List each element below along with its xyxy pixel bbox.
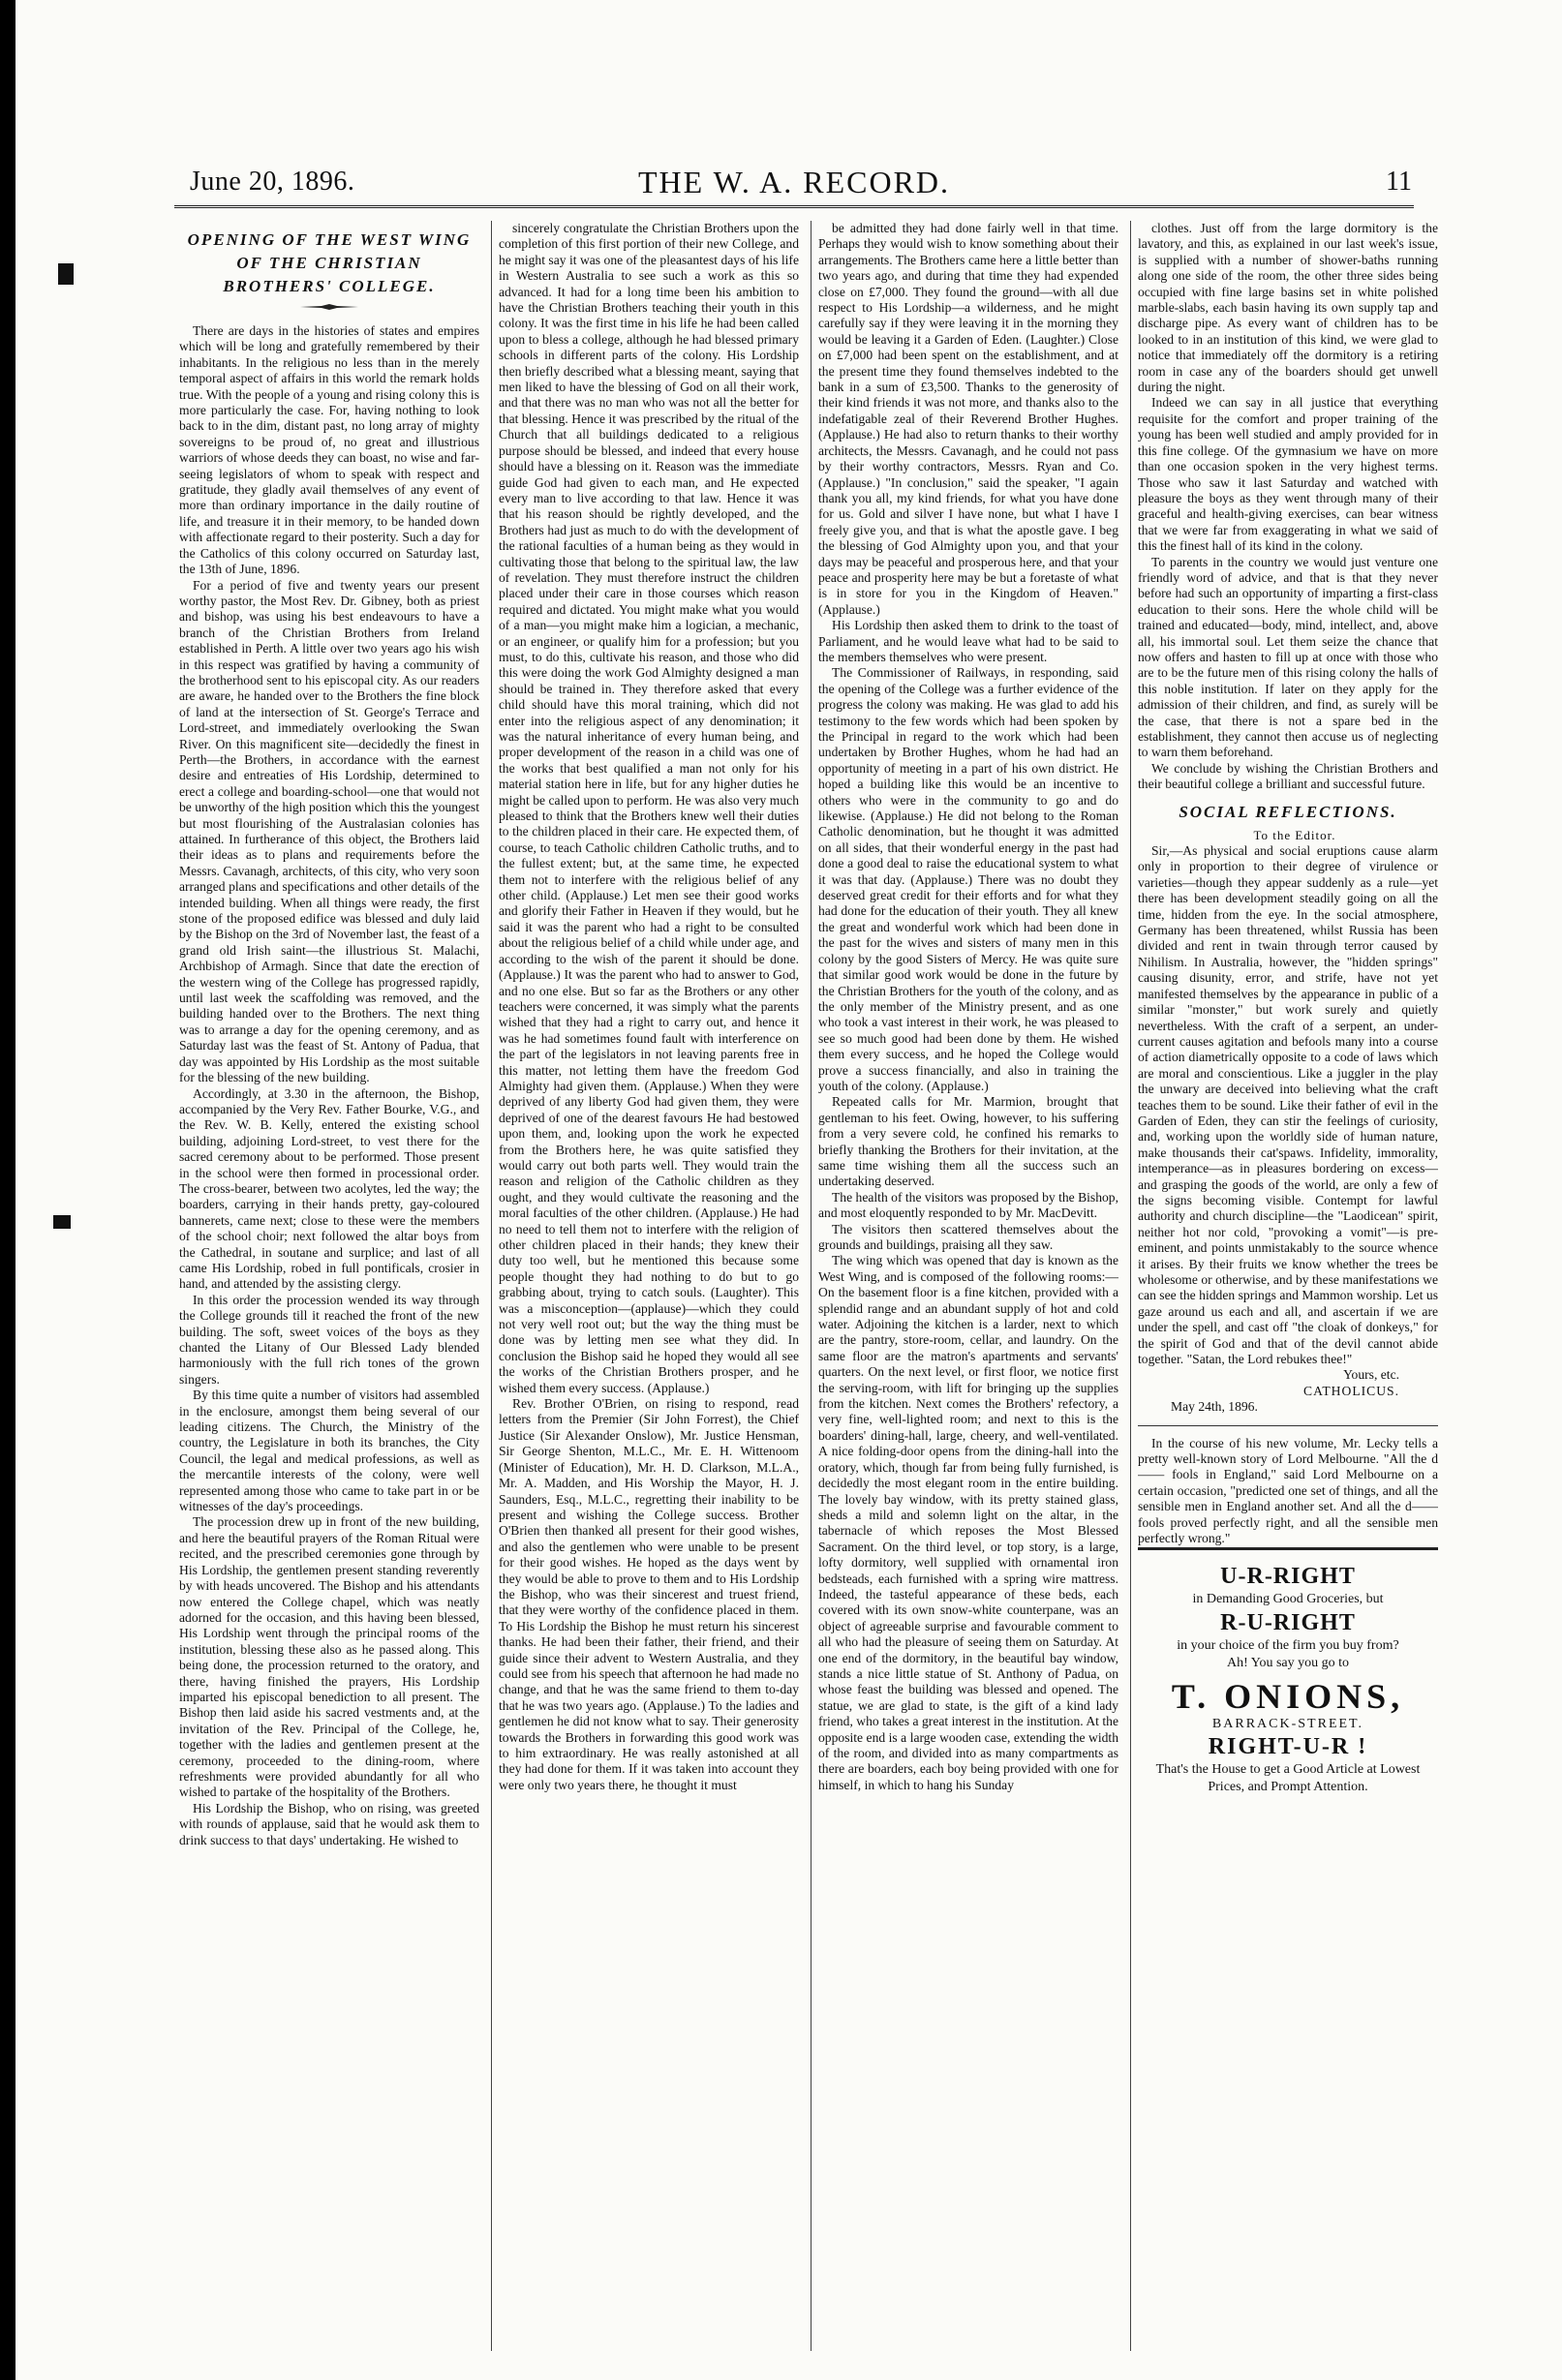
ad-text: in Demanding Good Groceries, but <box>1192 1591 1384 1606</box>
ad-brand: T. ONIONS, <box>1171 1676 1405 1716</box>
ad-text: in your choice of the firm you buy from? <box>1177 1637 1399 1653</box>
ad-tagline: RIGHT-U-R ! <box>1208 1733 1368 1759</box>
divider <box>1138 1425 1438 1426</box>
column-3 <box>818 221 1118 2361</box>
article-title: SOCIAL REFLECTIONS. <box>1179 802 1397 821</box>
column-2 <box>499 221 799 2361</box>
column-rule <box>811 221 812 2351</box>
letter-body: Sir,—As physical and social eruptions cause alarm only in proportion to their degree of virulence or varieties—though they appear suddenly as a rule—yet there has been development steadily going on all the time, hidden from the eye. In the social atmosphere, Germany has been threatened, whilst Russia has been divided and rent in twain through terror caused by Nihilism. In Australia, however, the "hidden springs" causing disunity, error, and strife, have not yet manifested themselves by the appearance in public of a similar "monster," but work surely and quietly nevertheless. With the craft of a serpent, an under-current causes agitation and befools many into a course of action diametrically opposite to a code of laws which are moral and conscientious. Like a juggler in the play the unwary are deceived into believing what the craft teaches them to be sound. Like their father of evil in the Garden of Eden, they can stir the feelings of curiosity, and, working upon the worldly side of human nature, make thousands their cat'spaws. Infidelity, immorality, intemperance—as in pleasures bordering on excess—and grasping the goods of the world, are only a few of the signs becoming visible. Contempt for lawful authority and church discipline—the "Laodicean" spirit, neither hot nor cold, "provoking a vomit"—is pre-eminent, and points unmistakably to the source whence it arises. By their fruits we know whether the trees be wholesome or otherwise, and by these manifestations we can see the hidden springs and Mammon worship. Let us gaze around us each and all, and ascertain if we are under the spell, and cast off "the cloak of donkeys," for the spirit of God and that of the devil cannot abide together. "Satan, the Lord rebukes thee!" <box>1138 843 1438 1367</box>
paragraph: There are days in the histories of states and empires which will be long and gratefully remembered by their inhabitants. In the religious no less than in the merely temporal aspect of affairs in this world the remark holds true. With the people of a young and rising colony this is more particularly the case. For, having nothing to look back to in the dim, distant past, no long array of mighty sovereigns to be proud of, no great and illustrious warriors of whose deeds they can boast, no wise and far-seeing legislators of whom to speak with respect and gratitude, they gladly avail themselves of any event of more than ordinary importance in the daily routine of life, and treasure it in their memory, to be handed down with affectionate regard to their posterity. Such a day for the Catholics of this colony occurred on Saturday last, the 13th of June, 1896. <box>179 323 479 577</box>
paragraph: The Commissioner of Railways, in responding, said the opening of the College was a further evidence of the progress the colony was making. He was glad to add his testimony to the few words which had been spoken by the Principal in regard to the work which had been undertaken by Brother Hughes, whom he had had an opportunity of meeting in a part of his own district. He hoped a building like this would be an incentive to others who were in the community to go and do likewise. (Applause.) He did not belong to the Roman Catholic denomination, but he thought it was admitted on all sides, that their wonderful energy in the past had done a good deal to raise the educational system to what it was that day. (Applause.) There was no doubt they deserved great credit for their efforts and for what they had done for the education of their youth. They all knew the great and wonderful work which had been done in the past for the wives and sisters of many men in this colony by the good Sisters of Mercy. He was quite sure that similar good work would be done in the future by the Christian Brothers for the youth of the colony, and as the only member of the Ministry present, and as one who took a vast interest in their work, he was pleased to see so much good had been done by them. He wished them every success, and he hoped the College would prove a success financially, and also in training the youth of the colony. (Applause.) <box>818 665 1118 1093</box>
ad-headline: R-U-RIGHT <box>1220 1609 1356 1635</box>
ad-text: Ah! You say you go to <box>1226 1655 1349 1670</box>
paragraph: His Lordship then asked them to drink to the toast of Parliament, and he would leave what had to be said to the members themselves who were present. <box>818 618 1118 664</box>
advertisement <box>1138 1547 1438 1796</box>
scan-border <box>0 0 15 2380</box>
scan-mark <box>58 263 74 285</box>
paragraph: Indeed we can say in all justice that everything requisite for the comfort and proper training of the young has been well studied and amply provided for in this fine college. Of the gymnasium we have on more than one occasion spoken in the very highest terms. Those who saw it last Saturday and watched with pleasure the boys as they went through many of their graceful and health-giving exercises, can bear witness that we were far from exaggerating in what we said of this the finest hall of its kind in the colony. <box>1138 395 1438 554</box>
paragraph: The wing which was opened that day is known as the West Wing, and is composed of the following rooms:—On the basement floor is a fine kitchen, provided with a splendid range and an abundant supply of hot and cold water. Adjoining the kitchen is a larder, next to which are the pantry, store-room, cellar, and laundry. On the same floor are the matron's apartments and servants' quarters. On the next level, or first floor, we notice first the serving-room, with lift for bringing up the supplies from the kitchen. Next comes the Brothers' refectory, a very fine, well-lighted room; and next to this is the boarders' dining-hall, large, cheery, and well-ventilated. A nice folding-door opens from the dining-hall into the oratory, which, though far from being fully furnished, is decidedly the most elegant room in the entire building. The lovely bay window, with its pretty stained glass, sheds a mild and solemn light on the altar, in the tabernacle of which reposes the Most Blessed Sacrament. On the third level, or top story, is a large, lofty dormitory, well supplied with ornamental iron bedsteads, each furnished with a spring wire mattress. Indeed, the tasteful appearance of these beds, each covered with its own snow-white counterpane, was an object of agreeable surprise and favourable comment to all who had the pleasure of seeing them on Saturday. At one end of the dormitory, in the beautiful bay window, stands a nice little statue of St. Anthony of Padua, on whose feast the building was blessed and opened. The statue, we are glad to state, is the gift of a kind lady friend, who takes a great interest in the institution. At the opposite end is a large wooden case, extending the width of the room, and divided into as many compartments as there are boarders, each boy being provided with one for himself, in which to hang his Sunday <box>818 1253 1118 1792</box>
paragraph: The health of the visitors was proposed by the Bishop, and most eloquently responded to by Mr. MacDevitt. <box>818 1189 1118 1221</box>
paragraph: Repeated calls for Mr. Marmion, brought that gentleman to his feet. Owing, however, to his suffering from a very severe cold, he confined his remarks to briefly thanking the Brothers for their invitation, at the same time wishing them all the success such an undertaking deserved. <box>818 1094 1118 1189</box>
paragraph: For a period of five and twenty years our present worthy pastor, the Most Rev. Dr. Gibney, both as priest and bishop, was using his best endeavours to have a branch of the Christian Brothers from Ireland established in Perth. A little over two years ago his wish in this respect was gratified by having a community of the brotherhood sent to his episcopal city. As our readers are aware, he handed over to the Brothers the fine block of land at the intersection of St. George's Terrace and Lord-street, and immediately overlooking the Swan River. On this magnificent site—decidedly the finest in Perth—the Brothers, in accordance with the earnest desire and entreaties of His Lordship, determined to erect a college and boarding-school—one that would not be unworthy of the high position which this the youngest but most flourishing of the Australasian colonies has attained. In furtherance of this object, the Brothers laid their ideas as to plans and requirements before the Messrs. Cavanagh, architects, of this city, who very soon arranged plans and specifications and other details of the intended building. When all things were ready, the first stone of the proposed edifice was blessed and duly laid by the Bishop on the 3rd of November last, the feast of a grand old Irish saint—the illustrious St. Malachi, Archbishop of Armagh. Since that date the erection of the western wing of the College has progressed rapidly, until last week the scaffolding was removed, and the building handed over to the Brothers. The next thing was to arrange a day for the opening ceremony, and as Saturday last was the feast of St. Antony of Padua, that day was appointed by His Lordship as the most suitable for the blessing of the new building. <box>179 577 479 1085</box>
to-the-editor: To the Editor. <box>1253 827 1336 842</box>
letter-signature: CATHOLICUS. <box>1303 1383 1399 1398</box>
ad-headline: U-R-RIGHT <box>1220 1563 1356 1589</box>
paragraph: The visitors then scattered themselves about the grounds and buildings, praising all they saw. <box>818 1221 1118 1252</box>
column-1 <box>179 221 479 2361</box>
paragraph: sincerely congratulate the Christian Brothers upon the completion of this first portion of their new College, and he might say it was one of the pleasantest days of his life in Western Australia to see such a work as this so advanced. It had for a long time been his ambition to have the Christian Brothers teaching their youth in this colony. It was the first time in his life he had been called upon to bless a college, although he had blessed primary schools in different parts of the colony. His Lordship then briefly described what a blessing meant, saying that men liked to have the blessing of God on all their work, and that there was no man who was not all the better for that blessing. Hence it was prescribed by the ritual of the Church that all buildings dedicated to a religious purpose should be blessed, and indeed that every house should have a blessing on it. Reason was the immediate guide God had given to each man, and He expected every man to live according to that law. Hence it was that his reason should be rightly developed, and the Brothers had just as much to do with the development of the rational faculties of a human being as they would in cultivating those that belong to the spiritual law, the law of revelation. They must therefore instruct the children placed under their care in those courses which reason required and dictated. You might make what you would of a man—you might make him a logician, a mechanic, or an engineer, or qualify him for a profession; but you must, to do this, cultivate his reason, and those who did this were doing the work God Almighty designed a man should be trained in. They therefore asked that every child should have this moral training, which did not enter into the religious aspect of any denomination; it was the natural inheritance of every human being, and proper development of the reason in a child was one of the works that best qualified a man not only for his material station here in life, but for any higher duties he might be called upon to perform. He was also very much pleased to think that the Brothers knew well their duties to the children placed in their care. He expected them, of course, to teach Catholic children Catholic truths, and to the fullest extent; but, at the same time, he expected them not to interfere with the religious belief of any other child. (Applause.) Let men see their good works and glorify their Father in Heaven if they would, but he said it was the parent who had a right to be consulted about the religious belief of a child while under age, and according to the wish of the parent it should be done. (Applause.) It was the parent who had to answer to God, and no one else. But so far as the Brothers or any other teachers were concerned, it was simply what the parents wished that they had a right to carry out, and hence it was he had sometimes found fault with interference on the part of the legislators in not leaving parents free in this matter, not letting them have the freedom God Almighty had given them. (Applause.) When they were deprived of any liberty God had given them, they were deprived of one of the dearest favours He had bestowed upon them, and, looking upon the work he expected from the Brothers here, he was quite satisfied they would carry out both parts well. They would train the reason and religion of the Catholic children as they ought, and they would cultivate the reasoning and the moral faculties of the other children. (Applause.) He had no need to tell them not to interfere with the religion of other children placed in their hands; they knew their duty too well, but he mentioned this because some people thought they had nothing to do but to go grabbing about, trying to catch souls. (Laughter). This was a misconception—(applause)—which they could not very well root out; but the way the thing must be done was by letting men see what they did. In conclusion the Bishop said he hoped they would all see the works of the Christian Brothers prosper, and he wished them every success. (Applause.) <box>499 221 799 1395</box>
paragraph: By this time quite a number of visitors had assembled in the enclosure, amongst them being several of our leading citizens. The Church, the Ministry of the country, the Legislature in both its branches, the City Council, the legal and medical professions, as well as the mercantile interests of the colony, were well represented among those who came to take part in or be witnesses of the day's proceedings. <box>179 1388 479 1514</box>
column-4 <box>1138 221 1438 2361</box>
paragraph: We conclude by wishing the Christian Brothers and their beautiful college a brilliant and successful future. <box>1138 760 1438 792</box>
letter-signoff: Yours, etc. <box>1343 1367 1399 1383</box>
issue-date: June 20, 1896. <box>190 167 355 197</box>
scan-mark <box>53 1215 71 1229</box>
letter-date: May 24th, 1896. <box>1171 1399 1258 1415</box>
paragraph: Rev. Brother O'Brien, on rising to respond, read letters from the Premier (Sir John Forrest), the Chief Justice (Sir Alexander Onslow), Mr. Justice Hensman, Sir George Shenton, M.L.C., Mr. E. H. Wittenoom (Minister of Education), Mr. H. D. Clarkson, M.L.A., Mr. A. Madden, and His Worship the Mayor, H. J. Saunders, Esq., M.L.C., regretting their inability to be present and wishing the College success. Brother O'Brien then thanked all present for their good wishes, and also the gentlemen who were unable to be present for their good wishes. He hoped as the days went by they would be able to prove to them and to His Lordship the Bishop, who was their sincerest and truest friend, that they were worthy of the confidence placed in them. To His Lordship the Bishop he must return his sincerest thanks. He had been their father, their friend, and their guide since their advent to Western Australia, and they could see from his speech that afternoon he had made no change, and that he was the same friend to them to-day that he was two years ago. (Applause.) To the ladies and gentlemen he did not know what to say. Their generosity towards the Brothers in forwarding this good work was to him extraordinary. He was really astonished at all they had done for them. If it was taken into account they were only two years there, he thought it must <box>499 1396 799 1792</box>
paragraph: In the course of his new volume, Mr. Lecky tells a pretty well-known story of Lord Melbourne. "All the d—— fools in England," said Lord Melbourne on a certain occasion, "predicted one set of things, and all the sensible men in England another set. And all the d—— fools proved perfectly right, and all the sensible men perfectly wrong." <box>1138 1435 1438 1546</box>
ad-footer: That's the House to get a Good Article at Lowest Prices, and Prompt Attention. <box>1155 1761 1421 1794</box>
ornament-rule <box>300 304 358 310</box>
column-rule <box>491 221 492 2351</box>
paragraph: In this order the procession wended its way through the College grounds till it reached the front of the new building. The soft, sweet voices of the boys as they chanted the Litany of Our Blessed Lady blended harmoniously with the full rich tones of the grown singers. <box>179 1292 479 1387</box>
page-header <box>174 163 1414 201</box>
header-rule <box>174 205 1414 208</box>
column-rule <box>1130 221 1131 2351</box>
newspaper-title: THE W. A. RECORD. <box>637 165 951 199</box>
paragraph: be admitted they had done fairly well in that time. Perhaps they would wish to know something about their arrangements. The Brothers came here a little better than two years ago, and during that time they had expended close on £7,000. They found the ground—with all due respect to His Lordship—a wilderness, and he might carefully say if they were leaving it in the morning they would be leaving it a Garden of Eden. (Laughter.) Close on £7,000 had been spent on the establishment, and at the present time they found themselves indebted to the bank in a sum of £3,500. Thanks to the generosity of their kind friends it was not more, and thanks also to the indefatigable zeal of their Reverend Brother Hughes. (Applause.) He had also to return thanks to their worthy architects, the Messrs. Cavanagh, and he could not pass by their worthy contractors, Messrs. Ryan and Co. (Applause.) "In conclusion," said the speaker, "I again thank you all, my kind friends, for what you have done for us. Gold and silver I have none, but what I have I freely give you, and that is what the apostle gave. I beg the blessing of God Almighty upon you, and that your days may be peaceful and prosperous here, and that your peace and prosperity here may be but a foretaste of what is in store for you in the Kingdom of Heaven." (Applause.) <box>818 221 1118 617</box>
article-title: OPENING OF THE WEST WING OF THE CHRISTIAN BROTHERS' COLLEGE. <box>187 230 472 295</box>
paragraph: His Lordship the Bishop, who on rising, was greeted with rounds of applause, said that he would ask them to drink success to that days' undertaking. He wished to <box>179 1800 479 1847</box>
paragraph: Accordingly, at 3.30 in the afternoon, the Bishop, accompanied by the Very Rev. Father Bourke, V.G., and the Rev. W. B. Kelly, entered the existing school building, adjoining Lord-street, to vest there for the sacred ceremony about to be performed. Those present in the school were then formed in processional order. The cross-bearer, between two acolytes, led the way; the boarders, carrying in their hands pretty, gay-coloured bannerets, came next; close to these were the members of the school choir; next followed the altar boys from the Cathedral, in soutane and surplice; and last of all came His Lordship, robed in full pontificals, crosier in hand, and attended by the assisting clergy. <box>179 1085 479 1292</box>
paragraph: clothes. Just off from the large dormitory is the lavatory, and this, as explained in our last week's issue, is supplied with a number of shower-baths running along one side of the room, the other three sides being occupied with fine large basins set in white polished marble-slabs, each basin having its own supply tap and discharge pipe. As every want of children has to be looked to in an institution of this kind, we were glad to notice that immediately off the dormitory is a retiring room in case any of the boarders should get unwell during the night. <box>1138 221 1438 395</box>
paragraph: To parents in the country we would just venture one friendly word of advice, and that is that they never before had such an opportunity of imparting a first-class education to their sons. Here the whole child will be trained and educated—body, mind, intellect, and, above all, his immortal soul. Let them seize the chance that now offers and hasten to fill up at once with those who are to be the future men of this rising colony the halls of this noble institution. If later on they apply for the admission of their children, and find, as surely will be the case, that there is not a spare bed in the establishment, they cannot then accuse us of neglecting to warn them beforehand. <box>1138 554 1438 760</box>
paragraph: The procession drew up in front of the new building, and here the beautiful prayers of the Roman Ritual were recited, and the prescribed ceremonies gone through by His Lordship, the gentlemen present standing reverently by with heads uncovered. The Bishop and his attendants now entered the College chapel, which was neatly adorned for the occasion, and this having been blessed, His Lordship went through the principal rooms of the institution, blessing these also as he passed along. This being done, the procession returned to the oratory, and there, having finished the prayers, His Lordship imparted his episcopal benediction to all present. The Bishop then laid aside his sacred vestments and, at the invitation of the Rev. Principal of the College, he, together with the ladies and gentlemen present at the ceremony, proceeded to the dining-room, where refreshments were provided abundantly for all who wished to partake of the hospitality of the Brothers. <box>179 1514 479 1800</box>
ad-address: BARRACK-STREET. <box>1211 1716 1364 1731</box>
page-number: 11 <box>1386 167 1412 197</box>
